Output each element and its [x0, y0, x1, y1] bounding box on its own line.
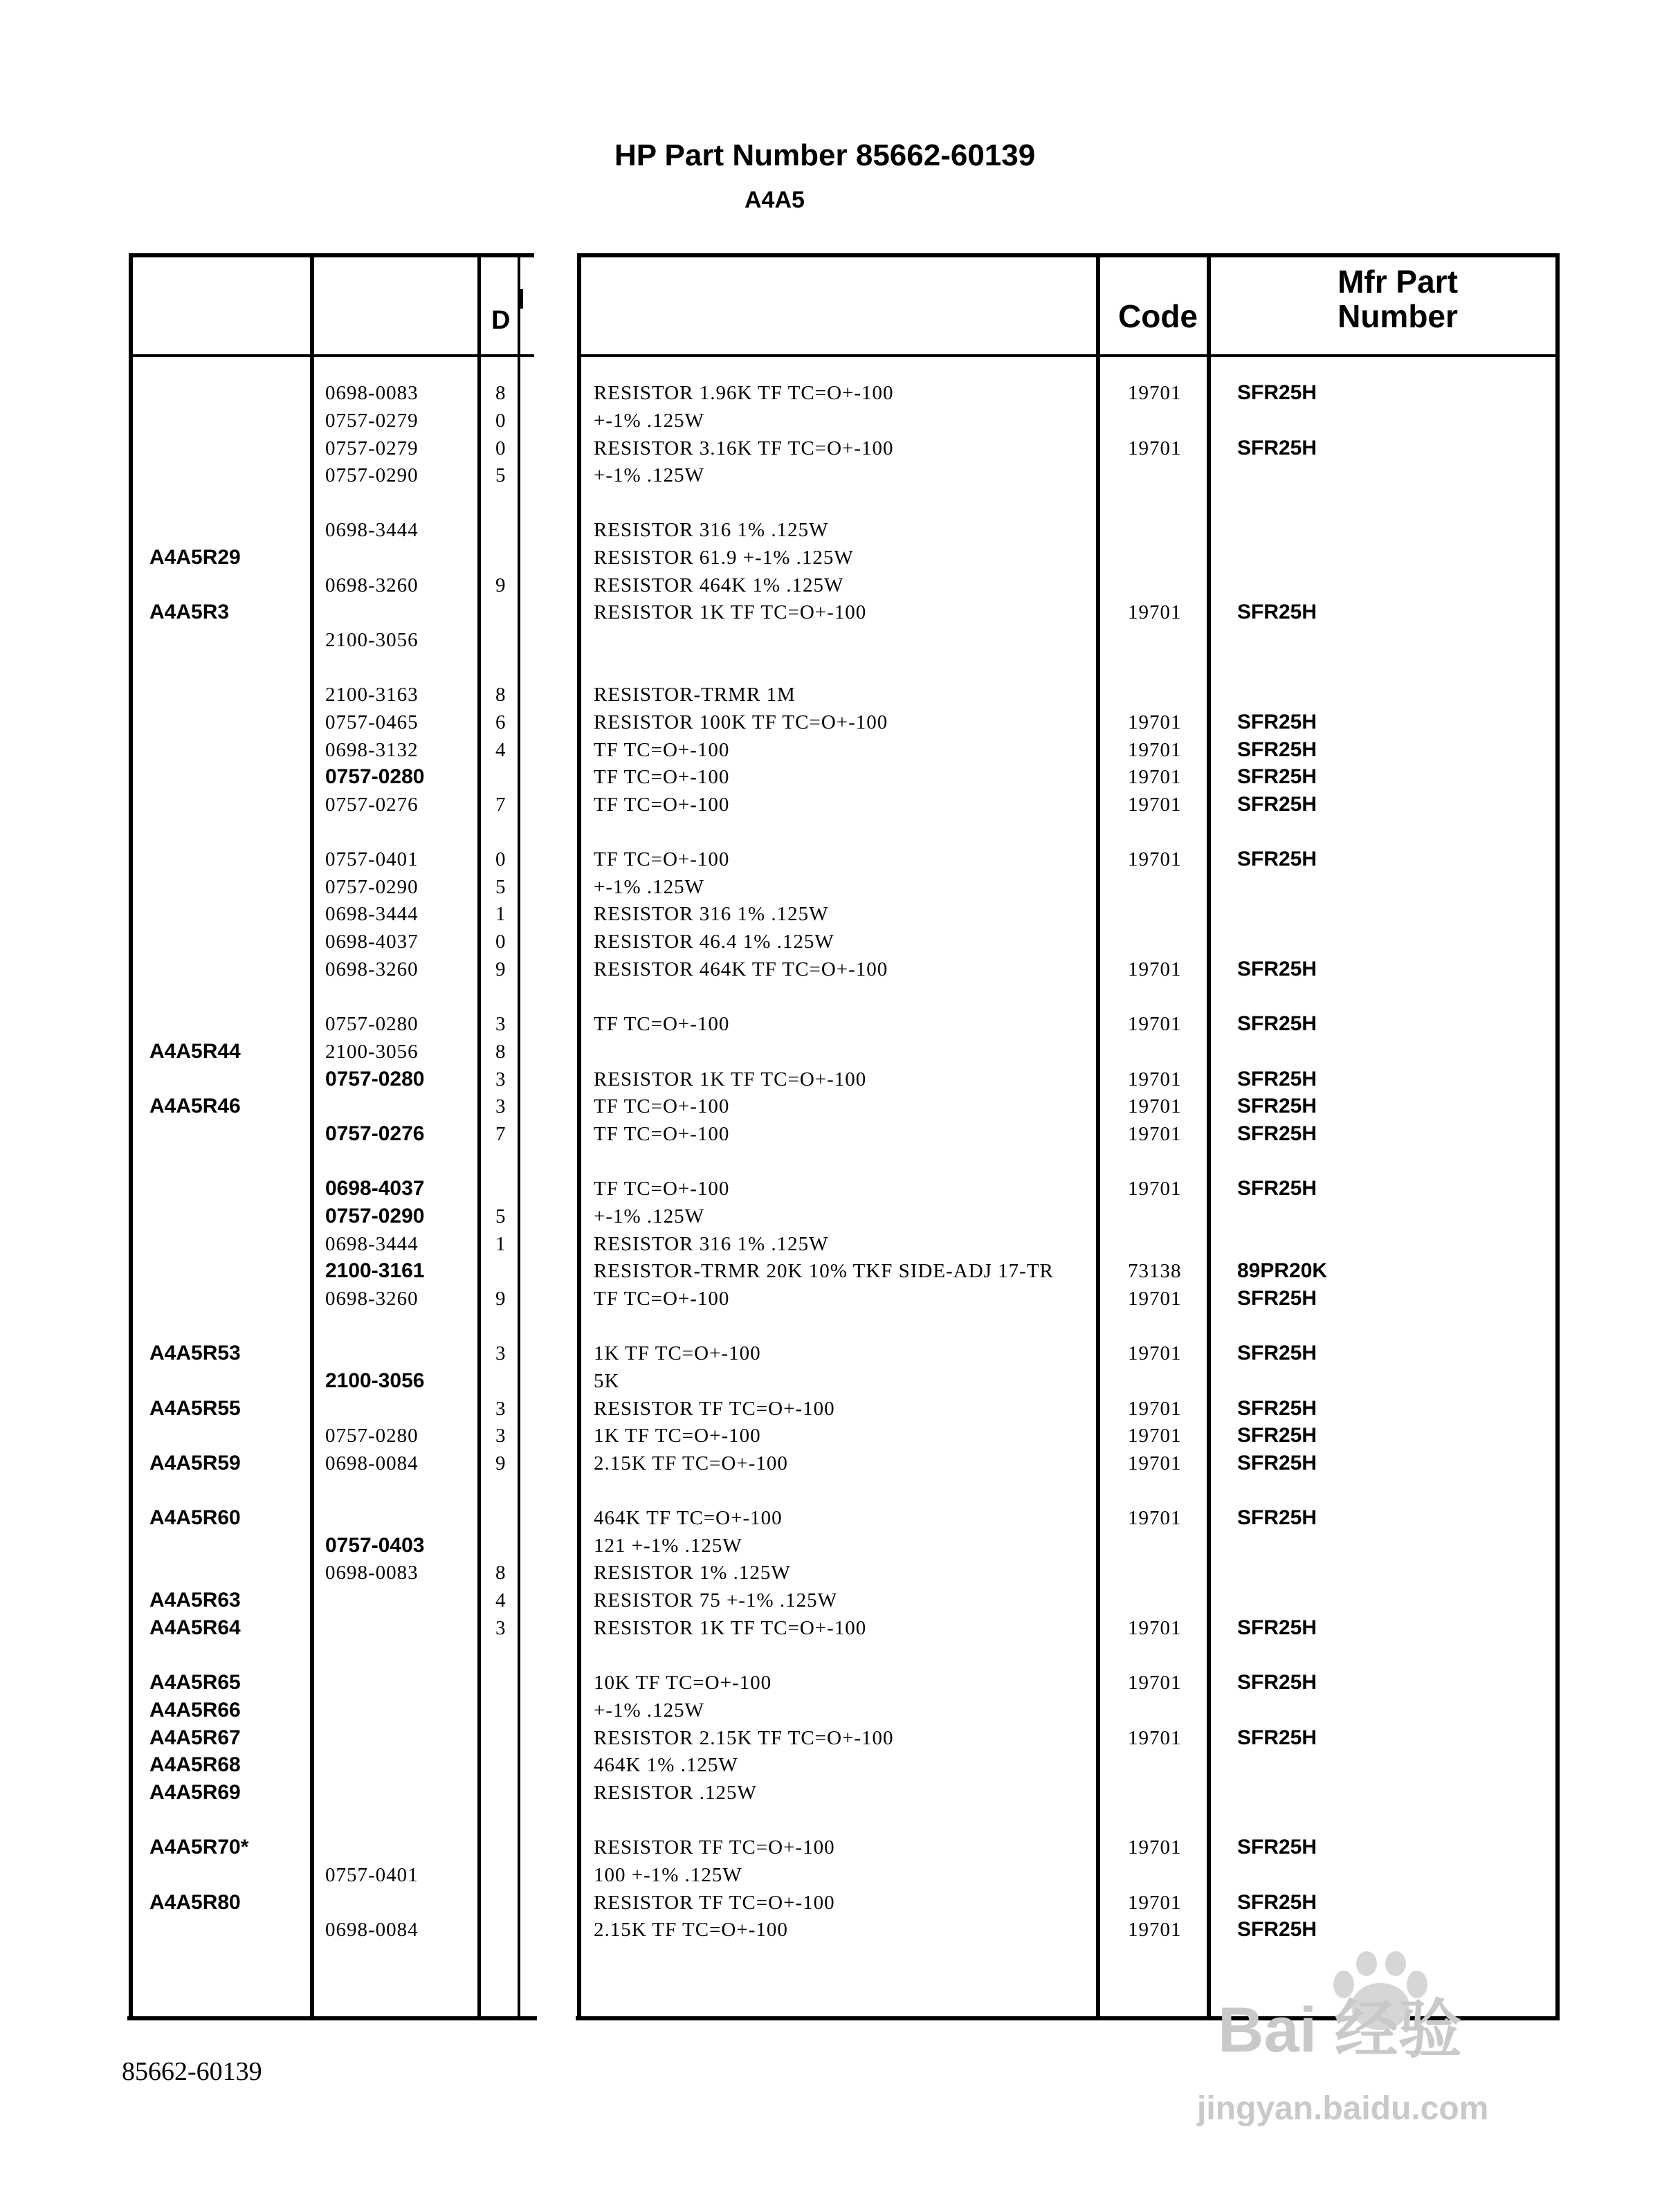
table-bottom-border-left [127, 2016, 537, 2020]
table-row [0, 1175, 1680, 1203]
check-digit: 3 [495, 1013, 506, 1035]
hp-part-number: 0698-3444 [325, 903, 419, 925]
reference-designator: A4A5R67 [149, 1726, 241, 1749]
table-row [0, 846, 1680, 873]
check-digit: 9 [495, 574, 506, 596]
description: RESISTOR 316 1% .125W [594, 519, 829, 541]
reference-designator: A4A5R64 [149, 1616, 241, 1639]
mfr-code: 19701 [1128, 1342, 1182, 1364]
description: 1K TF TC=O+-100 [594, 1342, 761, 1364]
description: RESISTOR 75 +-1% .125W [594, 1589, 837, 1611]
description: 464K TF TC=O+-100 [594, 1507, 783, 1529]
table-row [0, 1697, 1680, 1724]
table-row [0, 900, 1680, 928]
mfr-part-number: 89PR20K [1237, 1259, 1328, 1282]
reference-designator: A4A5R53 [149, 1342, 241, 1364]
description: TF TC=O+-100 [594, 848, 730, 870]
check-digit: 3 [495, 1342, 506, 1364]
hp-part-number: 0698-4037 [325, 931, 419, 953]
hp-part-number: 0698-0083 [325, 382, 419, 404]
reference-designator: A4A5R59 [149, 1452, 241, 1474]
description: RESISTOR 1.96K TF TC=O+-100 [594, 382, 894, 404]
description: RESISTOR 464K 1% .125W [594, 574, 844, 596]
check-digit: 4 [495, 739, 506, 761]
hp-part-number: 0698-0084 [325, 1919, 419, 1941]
mfr-code: 19701 [1128, 1452, 1182, 1474]
table-row [0, 1559, 1680, 1587]
hp-part-number: 0698-3260 [325, 574, 419, 596]
check-digit: 5 [495, 876, 506, 898]
description: 2.15K TF TC=O+-100 [594, 1919, 788, 1941]
description: RESISTOR 464K TF TC=O+-100 [594, 958, 888, 980]
description: RESISTOR TF TC=O+-100 [594, 1398, 835, 1420]
table-row [0, 407, 1680, 435]
description: 1K TF TC=O+-100 [594, 1425, 761, 1447]
reference-designator: A4A5R65 [149, 1671, 241, 1694]
mfr-part-number: SFR25H [1237, 1068, 1317, 1090]
check-digit: 8 [495, 382, 506, 404]
hp-part-number: 2100-3161 [325, 1259, 425, 1282]
reference-designator: A4A5R3 [149, 601, 230, 623]
mfr-code: 19701 [1128, 437, 1182, 459]
description: TF TC=O+-100 [594, 794, 730, 816]
mfr-code: 19701 [1128, 1123, 1182, 1145]
reference-designator: A4A5R63 [149, 1589, 241, 1611]
mfr-code: 19701 [1128, 1919, 1182, 1941]
check-digit: 8 [495, 684, 506, 706]
hp-part-number: 0757-0276 [325, 1122, 425, 1145]
description: +-1% .125W [594, 1205, 705, 1227]
mfr-part-number: SFR25H [1237, 711, 1317, 733]
mfr-part-number: SFR25H [1237, 738, 1317, 761]
hp-part-number: 2100-3163 [325, 684, 419, 706]
mfr-part-number: SFR25H [1237, 1671, 1317, 1694]
table-row [0, 462, 1680, 489]
reference-designator: A4A5R66 [149, 1699, 241, 1721]
table-row [0, 873, 1680, 901]
mfr-code: 19701 [1128, 1617, 1182, 1639]
mfr-code: 19701 [1128, 1288, 1182, 1310]
description: RESISTOR 2.15K TF TC=O+-100 [594, 1727, 894, 1749]
hp-part-number: 2100-3056 [325, 1041, 419, 1063]
mfr-code: 19701 [1128, 1672, 1182, 1694]
table-row [0, 709, 1680, 736]
mfr-code: 19701 [1128, 1425, 1182, 1447]
mfr-part-number: SFR25H [1237, 1397, 1317, 1420]
table-row [0, 1861, 1680, 1889]
check-digit: 8 [495, 1562, 506, 1584]
reference-designator: A4A5R60 [149, 1506, 241, 1529]
check-digit: 0 [495, 931, 506, 953]
mfr-part-number: SFR25H [1237, 848, 1317, 870]
mfr-part-number: SFR25H [1237, 1424, 1317, 1447]
mfr-part-number: SFR25H [1237, 1726, 1317, 1749]
hp-part-number: 2100-3056 [325, 1369, 425, 1392]
hp-part-number: 0757-0403 [325, 1534, 425, 1557]
mfr-part-number: SFR25H [1237, 1012, 1317, 1035]
mfr-part-number: SFR25H [1237, 1891, 1317, 1914]
table-row [0, 1587, 1680, 1614]
hp-part-number: 0757-0290 [325, 876, 419, 898]
table-row [0, 544, 1680, 572]
table-row [0, 1093, 1680, 1120]
table-row [0, 379, 1680, 407]
hp-part-number: 0757-0280 [325, 1013, 419, 1035]
mfr-part-number: SFR25H [1237, 793, 1317, 816]
description: RESISTOR TF TC=O+-100 [594, 1836, 835, 1858]
table-row [0, 1422, 1680, 1450]
footer-doc-number: 85662-60139 [122, 2057, 262, 2086]
hp-part-number: 0698-0083 [325, 1562, 419, 1584]
table-row [0, 1203, 1680, 1230]
hp-part-number: 0698-3444 [325, 519, 419, 541]
hp-part-number: 0757-0290 [325, 464, 419, 486]
mfr-code: 19701 [1128, 382, 1182, 404]
description: TF TC=O+-100 [594, 1095, 730, 1117]
table-row [0, 1889, 1680, 1917]
check-digit: 3 [495, 1617, 506, 1639]
check-digit: 1 [495, 903, 506, 925]
mfr-code: 19701 [1128, 958, 1182, 980]
table-row [0, 435, 1680, 462]
table-row [0, 681, 1680, 709]
mfr-part-number: SFR25H [1237, 1452, 1317, 1474]
reference-designator: A4A5R29 [149, 546, 241, 569]
table-top-border-right [578, 253, 1560, 257]
mfr-part-number: SFR25H [1237, 1122, 1317, 1145]
table-row [0, 1834, 1680, 1861]
check-digit: 3 [495, 1398, 506, 1420]
check-digit: 1 [495, 1233, 506, 1255]
hp-part-number: 0757-0290 [325, 1205, 425, 1227]
table-row [0, 572, 1680, 599]
hp-part-number: 0757-0279 [325, 410, 419, 432]
description: 10K TF TC=O+-100 [594, 1672, 772, 1694]
check-digit: 6 [495, 711, 506, 733]
check-digit: 3 [495, 1095, 506, 1117]
check-digit: 0 [495, 848, 506, 870]
description: RESISTOR 61.9 +-1% .125W [594, 547, 854, 569]
mfr-part-number: SFR25H [1237, 1616, 1317, 1639]
description: TF TC=O+-100 [594, 1123, 730, 1145]
watermark-url: jingyan.baidu.com [1197, 2090, 1489, 2127]
table-row [0, 1367, 1680, 1395]
column-header-code: Code [1118, 298, 1198, 334]
check-digit: 3 [495, 1425, 506, 1447]
reference-designator: A4A5R69 [149, 1781, 241, 1804]
hp-part-number: 0698-3260 [325, 1288, 419, 1310]
page-title: HP Part Number 85662-60139 [614, 138, 1036, 172]
table-row [0, 1532, 1680, 1560]
description: RESISTOR 46.4 1% .125W [594, 931, 834, 953]
mfr-code: 19701 [1128, 1398, 1182, 1420]
reference-designator: A4A5R68 [149, 1753, 241, 1776]
check-digit: 5 [495, 464, 506, 486]
mfr-part-number: SFR25H [1237, 381, 1317, 404]
description: TF TC=O+-100 [594, 766, 730, 788]
description: 121 +-1% .125W [594, 1535, 742, 1557]
mfr-code: 19701 [1128, 1095, 1182, 1117]
table-row [0, 791, 1680, 819]
mfr-part-number: SFR25H [1237, 437, 1317, 459]
hp-part-number: 0757-0401 [325, 848, 419, 870]
hp-part-number: 0698-3132 [325, 739, 419, 761]
hp-part-number: 0757-0280 [325, 1068, 425, 1090]
mfr-code: 19701 [1128, 711, 1182, 733]
check-digit: 8 [495, 1041, 506, 1063]
description: RESISTOR 1% .125W [594, 1562, 791, 1584]
reference-designator: A4A5R80 [149, 1891, 241, 1914]
column-header-cd: D [491, 306, 511, 335]
table-row [0, 736, 1680, 764]
mfr-code: 19701 [1128, 766, 1182, 788]
mfr-part-number: SFR25H [1237, 1342, 1317, 1364]
reference-designator: A4A5R46 [149, 1095, 241, 1117]
mfr-code: 73138 [1128, 1260, 1182, 1282]
column-header-cd-fragment [520, 289, 523, 309]
mfr-part-number: SFR25H [1237, 1287, 1317, 1310]
table-row [0, 1916, 1680, 1944]
check-digit: 0 [495, 410, 506, 432]
hp-part-number: 0698-3260 [325, 958, 419, 980]
mfr-code: 19701 [1128, 1836, 1182, 1858]
header-rule-left [130, 354, 534, 357]
hp-part-number: 0757-0465 [325, 711, 419, 733]
header-rule-right [578, 354, 1560, 357]
hp-part-number: 0698-0084 [325, 1452, 419, 1474]
table-row [0, 1038, 1680, 1066]
mfr-code: 19701 [1128, 1507, 1182, 1529]
hp-part-number: 0757-0401 [325, 1864, 419, 1886]
reference-designator: A4A5R70* [149, 1836, 249, 1858]
mfr-code: 19701 [1128, 848, 1182, 870]
hp-part-number: 0757-0280 [325, 765, 425, 788]
column-header-mfr-part-2: Number [1337, 298, 1458, 334]
table-row [0, 1751, 1680, 1779]
description: TF TC=O+-100 [594, 1013, 730, 1035]
description: TF TC=O+-100 [594, 739, 730, 761]
table-row [0, 763, 1680, 791]
mfr-part-number: SFR25H [1237, 1506, 1317, 1529]
table-row [0, 1285, 1680, 1313]
description: +-1% .125W [594, 1699, 705, 1721]
description: RESISTOR 1K TF TC=O+-100 [594, 601, 867, 623]
description: RESISTOR 316 1% .125W [594, 903, 829, 925]
table-row [0, 1340, 1680, 1367]
description: 464K 1% .125W [594, 1754, 738, 1776]
table-row [0, 1010, 1680, 1038]
mfr-part-number: SFR25H [1237, 1836, 1317, 1858]
description: RESISTOR 1K TF TC=O+-100 [594, 1617, 867, 1639]
description: 5K [594, 1370, 620, 1392]
description: TF TC=O+-100 [594, 1178, 730, 1200]
check-digit: 9 [495, 958, 506, 980]
hp-part-number: 0698-3444 [325, 1233, 419, 1255]
table-row [0, 1669, 1680, 1697]
description: RESISTOR TF TC=O+-100 [594, 1892, 835, 1914]
description: TF TC=O+-100 [594, 1288, 730, 1310]
hp-part-number: 2100-3056 [325, 629, 419, 651]
table-row [0, 1230, 1680, 1258]
mfr-code: 19701 [1128, 601, 1182, 623]
mfr-code: 19701 [1128, 1013, 1182, 1035]
reference-designator: A4A5R55 [149, 1397, 241, 1420]
table-row [0, 516, 1680, 544]
description: RESISTOR 100K TF TC=O+-100 [594, 711, 888, 733]
hp-part-number: 0757-0276 [325, 794, 419, 816]
table-row [0, 1120, 1680, 1148]
description: RESISTOR 3.16K TF TC=O+-100 [594, 437, 894, 459]
hp-part-number: 0698-4037 [325, 1177, 425, 1200]
mfr-code: 19701 [1128, 1892, 1182, 1914]
mfr-part-number: SFR25H [1237, 1918, 1317, 1941]
check-digit: 9 [495, 1288, 506, 1310]
table-row [0, 1504, 1680, 1532]
description: 2.15K TF TC=O+-100 [594, 1452, 788, 1474]
mfr-part-number: SFR25H [1237, 1095, 1317, 1117]
table-row [0, 1066, 1680, 1093]
mfr-part-number: SFR25H [1237, 601, 1317, 623]
table-top-border-left [130, 253, 534, 257]
table-row [0, 599, 1680, 626]
check-digit: 4 [495, 1589, 506, 1611]
description: RESISTOR-TRMR 1M [594, 684, 796, 706]
page-subtitle: A4A5 [745, 187, 805, 213]
description: 100 +-1% .125W [594, 1864, 742, 1886]
check-digit: 3 [495, 1068, 506, 1090]
baidu-watermark-logo [1218, 1979, 1462, 2070]
watermark-brand-text: Bai 经验 [1218, 1995, 1462, 2065]
table-row [0, 1450, 1680, 1477]
description: RESISTOR-TRMR 20K 10% TKF SIDE-ADJ 17-TR [594, 1260, 1054, 1282]
mfr-part-number: SFR25H [1237, 765, 1317, 788]
hp-part-number: 0757-0279 [325, 437, 419, 459]
table-row [0, 1257, 1680, 1285]
description: RESISTOR 316 1% .125W [594, 1233, 829, 1255]
description: +-1% .125W [594, 410, 705, 432]
table-row [0, 956, 1680, 983]
mfr-part-number: SFR25H [1237, 1177, 1317, 1200]
mfr-code: 19701 [1128, 739, 1182, 761]
description: RESISTOR 1K TF TC=O+-100 [594, 1068, 867, 1090]
check-digit: 7 [495, 794, 506, 816]
table-row [0, 1614, 1680, 1642]
description: +-1% .125W [594, 876, 705, 898]
mfr-code: 19701 [1128, 1727, 1182, 1749]
table-row [0, 1779, 1680, 1807]
check-digit: 7 [495, 1123, 506, 1145]
mfr-part-number: SFR25H [1237, 958, 1317, 980]
table-row [0, 626, 1680, 654]
check-digit: 9 [495, 1452, 506, 1474]
mfr-code: 19701 [1128, 794, 1182, 816]
check-digit: 5 [495, 1205, 506, 1227]
description: +-1% .125W [594, 464, 705, 486]
table-row [0, 928, 1680, 956]
column-header-mfr-part-1: Mfr Part [1337, 264, 1458, 300]
mfr-code: 19701 [1128, 1178, 1182, 1200]
reference-designator: A4A5R44 [149, 1040, 241, 1063]
table-row [0, 1724, 1680, 1752]
table-row [0, 1395, 1680, 1423]
mfr-code: 19701 [1128, 1068, 1182, 1090]
hp-part-number: 0757-0280 [325, 1425, 419, 1447]
description: RESISTOR .125W [594, 1782, 757, 1804]
check-digit: 0 [495, 437, 506, 459]
